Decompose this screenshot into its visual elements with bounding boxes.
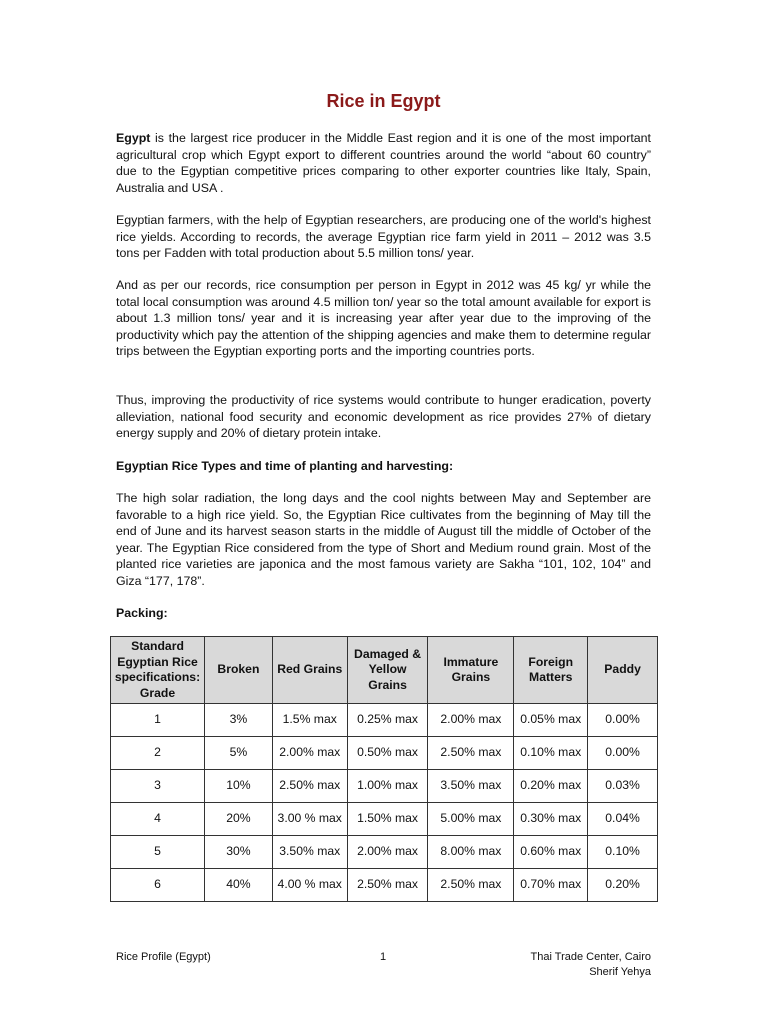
table-cell: 0.20% max: [514, 770, 588, 803]
table-row: [111, 737, 658, 770]
footer-right: [531, 950, 651, 980]
table-cell: 20%: [204, 803, 272, 836]
table-cell: 3.50% max: [428, 770, 514, 803]
section-heading-rice-types: Egyptian Rice Types and time of planting and harvesting:: [116, 459, 454, 473]
paragraph-rice-types: The high solar radiation, the long days and the cool nights between May and September are favorable to a high rice yield. So, the Egyptian Rice cultivates from the beginning of May till the end of June and its harvest season starts in the middle of August till the middle of October of the year. The Egyptian Rice considered from the type of Short and Medium round grain. Most of the planted rice varieties are japonica and the most famous variety are Sakha “101, 102, 104” and Giza “177, 178”.: [116, 491, 651, 588]
page-title: Rice in Egypt: [326, 91, 441, 111]
table-cell: 2.00% max: [347, 836, 428, 869]
header-paddy: Paddy: [588, 637, 658, 704]
table-header-row: [111, 637, 658, 704]
table-cell: 2.50% max: [272, 770, 347, 803]
table-cell: 3.50% max: [272, 836, 347, 869]
table-cell: 6: [111, 869, 205, 902]
table-cell: 2.50% max: [428, 737, 514, 770]
header-broken: Broken: [204, 637, 272, 704]
table-row: [111, 869, 658, 902]
table-cell: 3: [111, 770, 205, 803]
table-cell: 2.50% max: [428, 869, 514, 902]
table-cell: 0.30% max: [514, 803, 588, 836]
footer-author: Sherif Yehya: [589, 966, 651, 978]
table-cell: 2.50% max: [347, 869, 428, 902]
table-cell: 0.25% max: [347, 704, 428, 737]
header-foreign-matters: Foreign Matters: [514, 637, 588, 704]
table-cell: 1.5% max: [272, 704, 347, 737]
paragraph-intro: [116, 130, 651, 196]
table-row: [111, 704, 658, 737]
table-cell: 4.00 % max: [272, 869, 347, 902]
footer-organization: Thai Trade Center, Cairo: [530, 951, 651, 963]
table-row: [111, 770, 658, 803]
table-cell: 2: [111, 737, 205, 770]
table-cell: 10%: [204, 770, 272, 803]
table-cell: 5: [111, 836, 205, 869]
table-cell: 0.50% max: [347, 737, 428, 770]
intro-text: is the largest rice producer in the Middle East region and it is one of the most important agricultural crop which Egypt export to different countries around the world “about 60 country” due to the Egyptian competitive prices comparing to other exporter countries like Italy, Spain, Australia and USA .: [116, 131, 651, 195]
table-cell: 1.00% max: [347, 770, 428, 803]
table-cell: 0.00%: [588, 737, 658, 770]
table-cell: 3.00 % max: [272, 803, 347, 836]
rice-spec-table: [110, 636, 658, 902]
table-cell: 30%: [204, 836, 272, 869]
paragraph-productivity: Thus, improving the productivity of rice systems would contribute to hunger eradication, poverty alleviation, national food security and economic development as rice provides 27% of dietary energy supply and 20% of dietary protein intake.: [116, 393, 651, 440]
table-cell: 5.00% max: [428, 803, 514, 836]
header-red-grains: Red Grains: [272, 637, 347, 704]
table-row: [111, 836, 658, 869]
paragraph-consumption: And as per our records, rice consumption per person in Egypt in 2012 was 45 kg/ yr while the total local consumption was around 4.5 million ton/ year so the total amount available for export is about 1.3 million tons/ year and it is increasing year after year due to the improving of the productivity which pay the attention of the shipping agencies and make them to determine regular trips between the Egyptian exporting ports and the importing countries ports.: [116, 278, 651, 358]
table-cell: 2.00% max: [272, 737, 347, 770]
table-cell: 0.05% max: [514, 704, 588, 737]
table-cell: 0.60% max: [514, 836, 588, 869]
header-damaged-yellow: Damaged & Yellow Grains: [347, 637, 428, 704]
table-row: [111, 803, 658, 836]
table-cell: 3%: [204, 704, 272, 737]
footer-page-number: 1: [380, 951, 387, 963]
table-cell: 8.00% max: [428, 836, 514, 869]
footer-left: Rice Profile (Egypt): [116, 951, 211, 963]
table-cell: 40%: [204, 869, 272, 902]
header-grade: Standard Egyptian Rice specifications: Grade: [111, 637, 205, 704]
paragraph-yields: Egyptian farmers, with the help of Egyptian researchers, are producing one of the world's highest rice yields. According to records, the average Egyptian rice farm yield in 2011 – 2012 was 3.5 tons per Fadden with total production about 5.5 million tons/ year.: [116, 213, 651, 260]
table-cell: 0.10%: [588, 836, 658, 869]
intro-bold-word: Egypt: [116, 131, 151, 145]
table-cell: 0.00%: [588, 704, 658, 737]
table-cell: 0.70% max: [514, 869, 588, 902]
table-cell: 0.03%: [588, 770, 658, 803]
section-heading-packing: Packing:: [116, 606, 168, 620]
table-cell: 0.04%: [588, 803, 658, 836]
table-cell: 0.20%: [588, 869, 658, 902]
table-cell: 1: [111, 704, 205, 737]
table-cell: 0.10% max: [514, 737, 588, 770]
table-cell: 2.00% max: [428, 704, 514, 737]
table-cell: 1.50% max: [347, 803, 428, 836]
header-immature: Immature Grains: [428, 637, 514, 704]
table-cell: 5%: [204, 737, 272, 770]
table-cell: 4: [111, 803, 205, 836]
